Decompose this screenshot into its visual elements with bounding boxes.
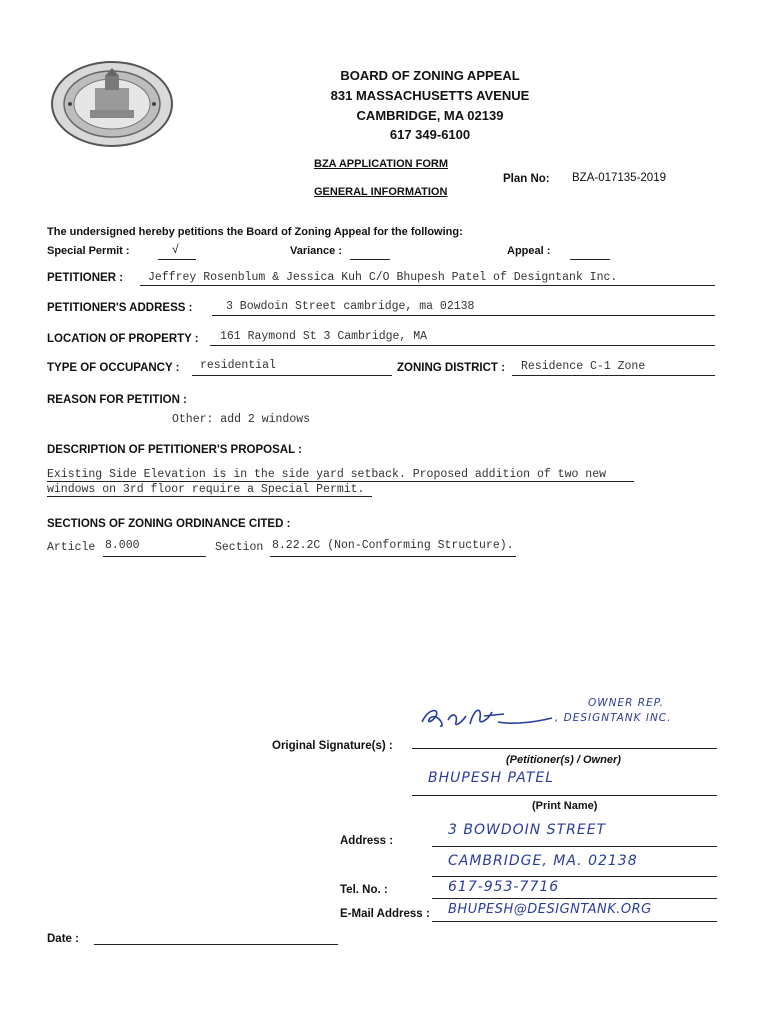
location-label: LOCATION OF PROPERTY :	[47, 333, 199, 345]
occupancy-line	[192, 375, 392, 376]
section-line	[270, 556, 516, 557]
plan-value: BZA-017135-2019	[572, 172, 666, 184]
address-line-1	[432, 846, 717, 847]
address-line-1-value: 3 BOWDOIN STREET	[448, 822, 607, 838]
city-seal	[50, 60, 175, 148]
location-line	[210, 345, 715, 346]
designtank-note: , DESIGNTANK INC.	[555, 712, 672, 724]
section-label: Section	[215, 541, 264, 554]
petitioner-address-label: PETITIONER'S ADDRESS :	[47, 302, 193, 314]
special-permit-label: Special Permit :	[47, 245, 130, 257]
appeal-label: Appeal :	[507, 245, 551, 257]
plan-label: Plan No:	[503, 173, 550, 185]
tel-label: Tel. No. :	[340, 884, 388, 896]
header-line-1: BOARD OF ZONING APPEAL	[340, 68, 520, 83]
description-line-1: Existing Side Elevation is in the side yard setback. Proposed addition of two new	[47, 468, 606, 481]
original-signature-label: Original Signature(s) :	[272, 740, 393, 752]
date-label: Date :	[47, 933, 79, 945]
petitioner-line	[140, 285, 715, 286]
reason-value: Other: add 2 windows	[172, 413, 311, 426]
zoning-district-value: Residence C-1 Zone	[521, 360, 646, 373]
reason-label: REASON FOR PETITION :	[47, 394, 187, 406]
section-value: 8.22.2C (Non-Conforming Structure).	[272, 539, 514, 552]
header-line-4: 617 349-6100	[389, 127, 471, 142]
petitioner-owner-caption: (Petitioner(s) / Owner)	[506, 754, 621, 766]
variance-label: Variance :	[290, 245, 342, 257]
petitioner-address-line	[212, 315, 715, 316]
print-name-value: BHUPESH PATEL	[428, 770, 555, 786]
location-value: 161 Raymond St 3 Cambridge, MA	[220, 330, 428, 343]
description-underline-2	[47, 496, 372, 497]
signature-line	[412, 748, 717, 749]
tel-line	[432, 898, 717, 899]
article-label: Article	[47, 541, 96, 554]
form-title: BZA APPLICATION FORM	[314, 158, 449, 170]
petitioner-address-value: 3 Bowdoin Street cambridge, ma 02138	[226, 300, 475, 313]
address-line-2-value: CAMBRIDGE, MA. 02138	[448, 853, 638, 869]
petitioner-label: PETITIONER :	[47, 272, 124, 284]
special-permit-line	[158, 259, 196, 260]
tel-value: 617-953-7716	[448, 879, 560, 895]
occupancy-label: TYPE OF OCCUPANCY :	[47, 362, 180, 374]
address-line-2	[432, 876, 717, 877]
print-name-line	[412, 795, 717, 796]
form-subtitle: GENERAL INFORMATION	[314, 186, 448, 198]
zoning-district-line	[512, 375, 715, 376]
description-label: DESCRIPTION OF PETITIONER'S PROPOSAL :	[47, 444, 302, 456]
zoning-district-label: ZONING DISTRICT :	[397, 362, 505, 374]
article-line	[103, 556, 206, 557]
email-label: E-Mail Address :	[340, 908, 430, 920]
special-permit-check: √	[172, 242, 179, 256]
header-line-3: CAMBRIDGE, MA 02139	[356, 108, 504, 123]
appeal-line	[570, 259, 610, 260]
variance-line	[350, 259, 390, 260]
description-line-2: windows on 3rd floor require a Special Permit.	[47, 483, 365, 496]
article-value: 8.000	[105, 539, 140, 552]
handwritten-signature	[418, 700, 558, 734]
address-label: Address :	[340, 835, 394, 847]
email-line	[432, 921, 717, 922]
header-line-2: 831 MASSACHUSETTS AVENUE	[330, 88, 530, 103]
intro-text: The undersigned hereby petitions the Board of Zoning Appeal for the following:	[47, 226, 463, 238]
date-line	[94, 944, 338, 945]
sections-label: SECTIONS OF ZONING ORDINANCE CITED :	[47, 518, 291, 530]
email-value: BHUPESH@DESIGNTANK.ORG	[448, 902, 652, 917]
print-name-caption: (Print Name)	[532, 800, 598, 812]
occupancy-value: residential	[200, 359, 276, 372]
owner-rep-note: OWNER REP.	[588, 697, 664, 709]
description-underline-1	[47, 481, 634, 482]
petitioner-value: Jeffrey Rosenblum & Jessica Kuh C/O Bhupesh Patel of Designtank Inc.	[148, 271, 618, 284]
